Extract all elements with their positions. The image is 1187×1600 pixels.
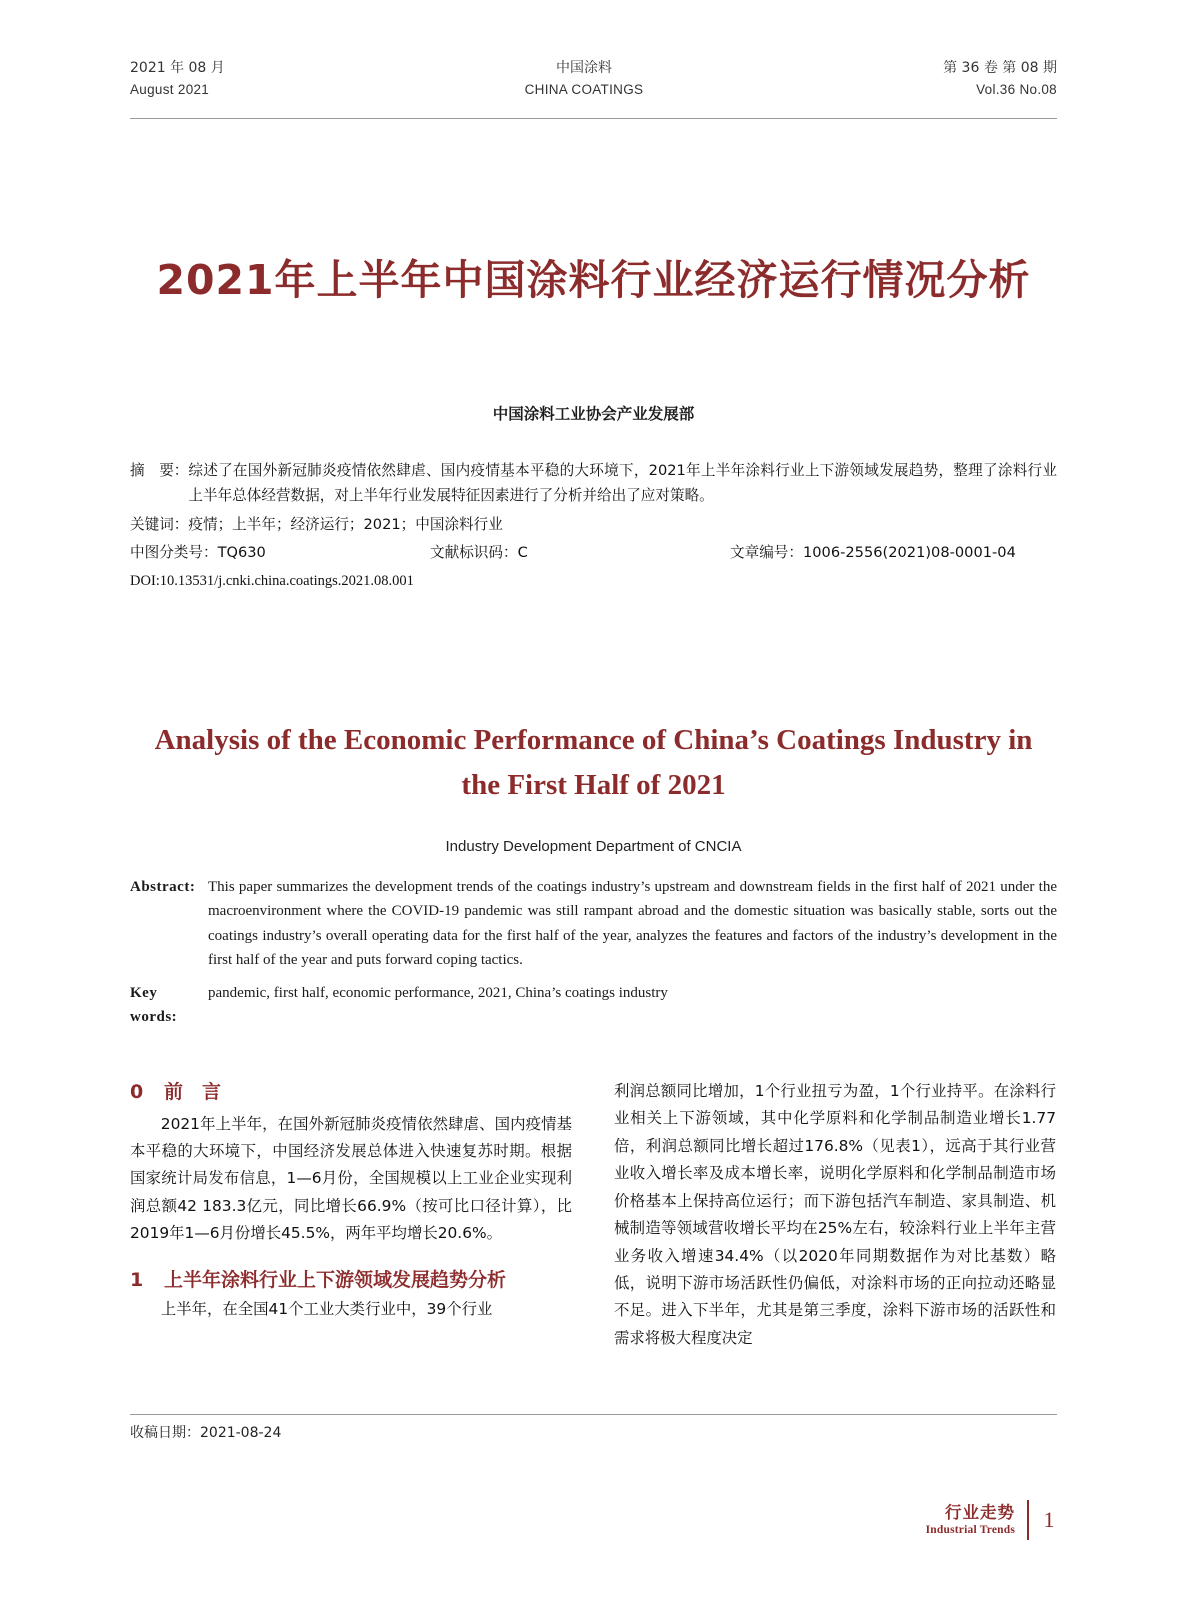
volume-issue-cn: 第 36 卷 第 08 期 — [943, 60, 1057, 76]
keywords-en-label: Key words: — [130, 985, 178, 1026]
keywords-en-row — [130, 981, 1057, 1030]
document-code — [430, 540, 730, 565]
clc-label: 中图分类号： — [130, 544, 218, 562]
body-columns — [130, 1078, 1057, 1352]
section-number-1: 1 — [130, 1268, 144, 1291]
doi-text: DOI:10.13531/j.cnki.china.coatings.2021.08.001 — [130, 573, 414, 590]
footer-divider-bar — [1027, 1500, 1029, 1540]
right-column-paragraph-1: 利润总额同比增加，1个行业扭亏为盈，1个行业持平。在涂料行业相关上下游领域，其中化学原料和化学制品制造业增长1.77倍，利润总额同比增长超过176.8%（见表1），远高于其行业营业收入增长率及成本增长率，说明化学原料和化学制品制造市场价格基本上保持高位运行；而下游包括汽车制造、家具制造、机械制造等领域营收增长平均在25%左右，较涂料行业上半年主营业务收入增速34.4%（以2020年同期数据作为对比基数）略低，说明下游市场活跃性仍偏低，对涂料市场的正向拉动还略显不足。进入下半年，尤其是第三季度，涂料下游市场的活跃性和需求将极大程度决定 — [614, 1082, 1056, 1347]
abstract-cn-text: 综述了在国外新冠肺炎疫情依然肆虐、国内疫情基本平稳的大环境下，2021年上半年涂料行业上下游领域发展趋势，整理了涂料行业上半年总体经营数据，对上半年行业发展特征因素进行了分析并给出了应对策略。 — [188, 462, 1057, 505]
journal-name-cn: 中国涂料 — [555, 60, 612, 76]
document-code-value: C — [517, 544, 528, 562]
section-heading-1 — [130, 1266, 572, 1295]
running-head-right — [943, 58, 1057, 101]
author-en: Industry Development Department of CNCIA — [445, 838, 742, 855]
abstract-cn-block — [130, 458, 1057, 594]
footer-divider — [130, 1414, 1057, 1415]
keywords-cn-row — [130, 512, 1057, 537]
clc-number — [130, 540, 430, 565]
received-date: 收稿日期：2021-08-24 — [130, 1425, 282, 1441]
abstract-cn-row — [130, 458, 1057, 508]
section-spacer — [130, 1248, 572, 1266]
article-id-label: 文章编号： — [730, 544, 803, 562]
author-cn: 中国涂料工业协会产业发展部 — [492, 405, 695, 423]
abstract-en-text: This paper summarizes the development trends of the coatings industry’s upstream and downstream fields in the first half of 2021 under the macroenvironment where the COVID-19 pandemic was still rampant abroad and the domestic situation was basically stable, sorts out the coatings industry’s overall operating data for the first half of the year, analyzes the features and factors of the industry’s development in the first half of the year and puts forward coping tactics. — [208, 879, 1057, 968]
abstract-en-block — [130, 875, 1057, 1030]
abstract-en-label: Abstract: — [130, 879, 196, 895]
journal-name-en: CHINA COATINGS — [524, 81, 644, 97]
issue-date-en: August 2021 — [130, 81, 210, 97]
running-head-center — [225, 58, 943, 101]
footer-brand-cn: 行业走势 — [945, 1502, 1015, 1522]
body-column-left — [130, 1078, 572, 1352]
volume-issue-en: Vol.36 No.08 — [976, 81, 1057, 97]
running-head — [130, 58, 1057, 101]
article-id — [730, 540, 1057, 565]
abstract-cn-label: 摘 要： — [130, 462, 189, 479]
document-code-label: 文献标识码： — [430, 544, 518, 562]
page-title-en: Analysis of the Economic Performance of China’s Coatings Industry in the First Half of 2021 — [154, 724, 1033, 801]
page-footer — [926, 1500, 1057, 1540]
issue-date-cn: 2021 年 08 月 — [130, 60, 225, 76]
section-0-paragraph-1: 2021年上半年，在国外新冠肺炎疫情依然肆虐、国内疫情基本平稳的大环境下，中国经济发展总体进入快速复苏时期。根据国家统计局发布信息，1—6月份，全国规模以上工业企业实现利润总额42 183.3亿元，同比增长66.9%（按可比口径计算），比2019年1—6月份增长45.5%，两年平均增长20.6%。 — [130, 1114, 572, 1243]
keywords-en-text: pandemic, first half, economic performance, 2021, China’s coatings industry — [208, 985, 668, 1002]
page-title-cn: 2021年上半年中国涂料行业经济运行情况分析 — [156, 256, 1031, 304]
section-1-paragraph-1: 上半年，在全国41个工业大类行业中，39个行业 — [160, 1300, 493, 1319]
footer-brand — [926, 1503, 1015, 1538]
page-number: 1 — [1043, 1507, 1055, 1532]
abstract-en-row — [130, 875, 1057, 972]
running-head-left — [130, 58, 225, 101]
header-divider — [130, 118, 1057, 119]
article-id-value: 1006-2556(2021)08-0001-04 — [802, 544, 1016, 562]
section-heading-0 — [130, 1078, 572, 1107]
footer-brand-en: Industrial Trends — [925, 1524, 1015, 1537]
body-column-right — [614, 1078, 1056, 1352]
clc-value: TQ630 — [217, 544, 266, 562]
meta-row — [130, 540, 1057, 565]
keywords-cn-text: 疫情；上半年；经济运行；2021；中国涂料行业 — [188, 516, 503, 534]
section-title-0: 前 言 — [164, 1081, 222, 1103]
section-number-0: 0 — [130, 1081, 144, 1103]
section-title-1: 上半年涂料行业上下游领域发展趋势分析 — [164, 1268, 507, 1291]
keywords-cn-label: 关键词： — [130, 516, 189, 534]
